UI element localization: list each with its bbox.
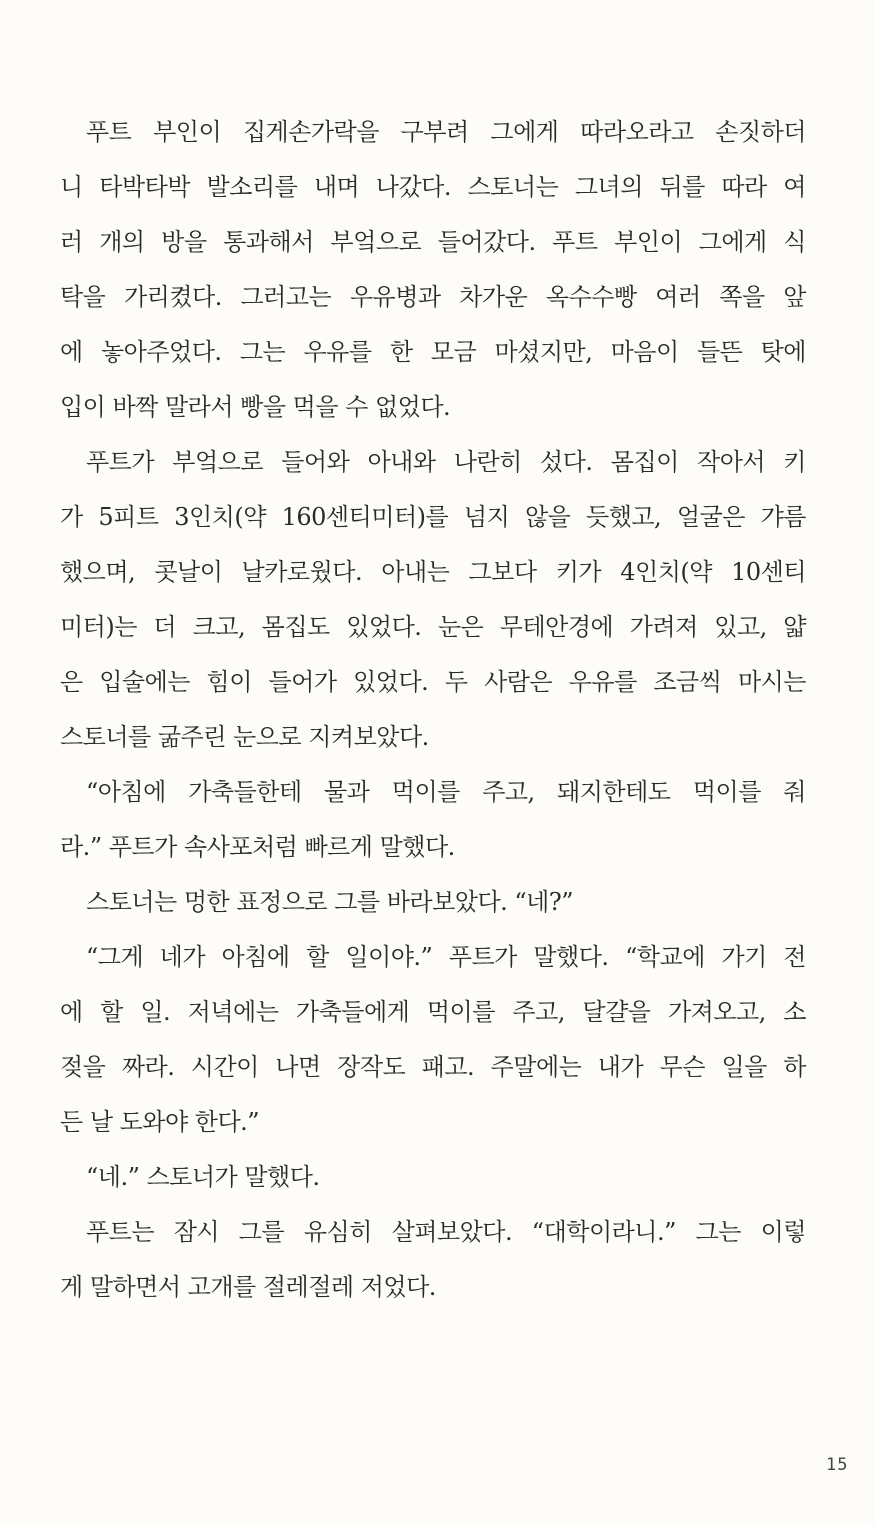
book-page-body — [60, 112, 806, 1322]
text-line: 니 타박타박 발소리를 내며 나갔다. 스토너는 그녀의 뒤를 따라 여 — [60, 173, 806, 201]
text-line: 푸트가 부엌으로 들어와 아내와 나란히 섰다. 몸집이 작아서 키 — [86, 448, 806, 476]
text-line: 젖을 짜라. 시간이 나면 장작도 패고. 주말에는 내가 무슨 일을 하 — [60, 1053, 806, 1081]
text-line: 은 입술에는 힘이 들어가 있었다. 두 사람은 우유를 조금씩 마시는 — [60, 668, 806, 696]
text-line: 게 말하면서 고개를 절레절레 저었다. — [60, 1273, 436, 1301]
text-line: “아침에 가축들한테 물과 먹이를 주고, 돼지한테도 먹이를 줘 — [86, 778, 806, 806]
text-line: 입이 바짝 말라서 빵을 먹을 수 없었다. — [60, 393, 451, 421]
text-line: 든 날 도와야 한다.” — [60, 1108, 260, 1136]
text-line: 스토너는 멍한 표정으로 그를 바라보았다. “네?” — [86, 888, 573, 916]
text-line: 탁을 가리켰다. 그러고는 우유병과 차가운 옥수수빵 여러 쪽을 앞 — [60, 283, 806, 311]
text-line: 스토너를 굶주린 눈으로 지켜보았다. — [60, 723, 429, 751]
text-line: 했으며, 콧날이 날카로웠다. 아내는 그보다 키가 4인치(약 10센티 — [60, 558, 806, 586]
text-line: 러 개의 방을 통과해서 부엌으로 들어갔다. 푸트 부인이 그에게 식 — [60, 228, 806, 256]
text-line: 에 할 일. 저녁에는 가축들에게 먹이를 주고, 달걀을 가져오고, 소 — [60, 998, 806, 1026]
text-line: “네.” 스토너가 말했다. — [86, 1163, 320, 1191]
text-line: 라.” 푸트가 속사포처럼 빠르게 말했다. — [60, 833, 455, 861]
text-line: 푸트 부인이 집게손가락을 구부려 그에게 따라오라고 손짓하더 — [86, 118, 806, 146]
page-number: 15 — [826, 1455, 849, 1475]
text-line: 가 5피트 3인치(약 160센티미터)를 넘지 않을 듯했고, 얼굴은 갸름 — [60, 503, 806, 531]
text-line: “그게 네가 아침에 할 일이야.” 푸트가 말했다. “학교에 가기 전 — [86, 943, 806, 971]
text-line: 에 놓아주었다. 그는 우유를 한 모금 마셨지만, 마음이 들뜬 탓에 — [60, 338, 806, 366]
text-line: 미터)는 더 크고, 몸집도 있었다. 눈은 무테안경에 가려져 있고, 얇 — [60, 613, 806, 641]
text-line: 푸트는 잠시 그를 유심히 살펴보았다. “대학이라니.” 그는 이렇 — [86, 1218, 806, 1246]
